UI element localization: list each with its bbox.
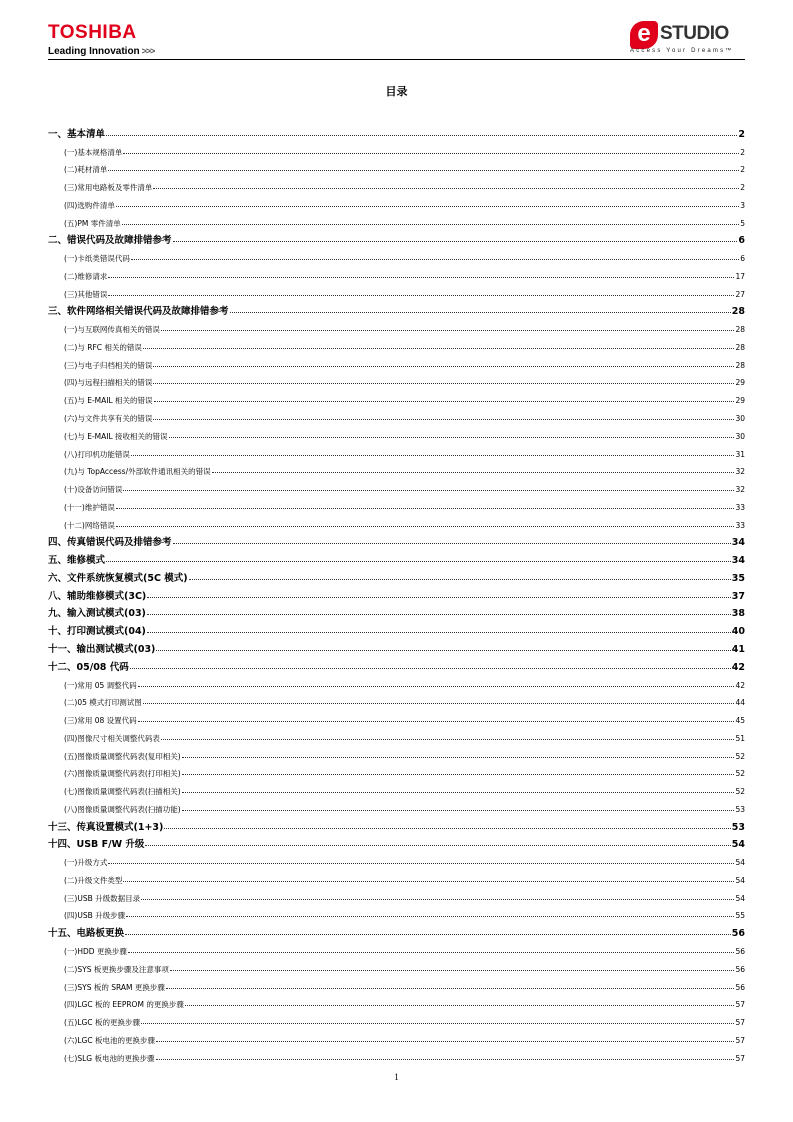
toc-entry-title: (三)USB 升级数据目录	[64, 893, 141, 903]
page-number: 1	[394, 1072, 399, 1082]
brand-name: TOSHIBA	[48, 22, 137, 43]
toc-entry-page: 52	[735, 751, 745, 761]
dot-leader	[173, 241, 738, 242]
dot-leader	[182, 810, 735, 811]
toc-entry-page: 42	[731, 661, 745, 673]
toc-entry-page: 2	[740, 147, 745, 157]
toc-entry-title: (六)图像质量调整代码表(打印相关)	[64, 769, 181, 779]
dot-leader	[182, 774, 735, 775]
toc-section-entry[interactable]	[48, 479, 745, 497]
toc-entry-page: 54	[735, 875, 745, 885]
toc-entry-title: 九、输入测试模式(03)	[48, 608, 146, 620]
dot-leader	[156, 1059, 735, 1060]
dot-leader	[123, 153, 739, 154]
toc-section-entry[interactable]	[48, 319, 745, 337]
toc-section-entry[interactable]	[48, 177, 745, 195]
toc-entry-title: (四)LGC 板的 EEPROM 的更换步骤	[64, 1000, 184, 1010]
toc-entry-page: 54	[735, 858, 745, 868]
toc-entry-title: (一)基本规格清单	[64, 147, 123, 157]
toc-entry-title: (五)PM 零件清单	[64, 218, 121, 228]
toc-entry-page: 56	[735, 946, 745, 956]
toc-entry-title: (九)与 TopAccess/外部软件通讯相关的错误	[64, 467, 211, 477]
toc-entry-title: (十二)网络错误	[64, 520, 115, 530]
toc-section-entry[interactable]	[48, 462, 745, 480]
toc-entry-page: 3	[740, 200, 745, 210]
toc-chapter-entry[interactable]	[48, 550, 745, 568]
toc-entry-title: (二)与 RFC 相关的错误	[64, 342, 142, 352]
toc-section-entry[interactable]	[48, 444, 745, 462]
toc-section-entry[interactable]	[48, 160, 745, 178]
toc-section-entry[interactable]	[48, 977, 745, 995]
toc-section-entry[interactable]	[48, 1012, 745, 1030]
toc-chapter-entry[interactable]	[48, 231, 745, 249]
toc-section-entry[interactable]	[48, 284, 745, 302]
toc-entry-title: (三)常用电路板及零件清单	[64, 183, 153, 193]
toc-chapter-entry[interactable]	[48, 533, 745, 551]
toc-entry-page: 53	[735, 804, 745, 814]
toc-section-entry[interactable]	[48, 515, 745, 533]
toc-entry-title: 三、软件网络相关错误代码及故障排错参考	[48, 306, 229, 318]
toc-chapter-entry[interactable]	[48, 124, 745, 142]
dot-leader	[161, 739, 735, 740]
dot-leader	[106, 135, 737, 136]
dot-leader	[138, 721, 735, 722]
toc-entry-page: 33	[735, 502, 745, 512]
toc-entry-page: 53	[731, 821, 745, 833]
toc-entry-title: 十五、电路板更换	[48, 928, 125, 940]
dot-leader	[108, 170, 739, 171]
toc-entry-title: (一)与互联网传真相关的错误	[64, 325, 160, 335]
toc-entry-page: 57	[735, 1000, 745, 1010]
toc-section-entry[interactable]	[48, 906, 745, 924]
toc-entry-title: 二、错误代码及故障排错参考	[48, 235, 172, 247]
dot-leader	[153, 383, 734, 384]
estudio-tagline: Access Your Dreams™	[630, 48, 734, 54]
dot-leader	[143, 348, 735, 349]
toc-entry-title: 十二、05/08 代码	[48, 661, 129, 673]
dot-leader	[153, 366, 734, 367]
toc-entry-page: 32	[735, 485, 745, 495]
toc-entry-title: 十三、传真设置模式(1+3)	[48, 821, 164, 833]
dot-leader	[173, 543, 731, 544]
toc-entry-title: (四)与远程扫描相关的错误	[64, 378, 153, 388]
toc-entry-page: 28	[735, 325, 745, 335]
toc-entry-title: (十一)维护错误	[64, 502, 115, 512]
toc-entry-title: 五、维修模式	[48, 555, 106, 567]
toc-entry-page: 31	[735, 449, 745, 459]
dot-leader	[106, 561, 731, 562]
dot-leader	[164, 828, 730, 829]
dot-leader	[108, 863, 734, 864]
toc-section-entry[interactable]	[48, 693, 745, 711]
toc-entry-page: 28	[735, 360, 745, 370]
dot-leader	[230, 312, 731, 313]
toc-section-entry[interactable]	[48, 870, 745, 888]
toc-entry-title: (一)升级方式	[64, 858, 108, 868]
toc-chapter-entry[interactable]	[48, 586, 745, 604]
dot-leader	[147, 614, 731, 615]
toc-entry-title: (一)卡纸类错误代码	[64, 254, 130, 264]
dot-leader	[156, 650, 730, 651]
toc-entry-page: 40	[731, 626, 745, 638]
toc-entry-title: (十)设备访问错误	[64, 485, 123, 495]
toc-entry-title: (一)HDD 更换步骤	[64, 946, 127, 956]
dot-leader	[143, 703, 735, 704]
toc-section-entry[interactable]	[48, 728, 745, 746]
toc-entry-page: 17	[735, 271, 745, 281]
toc-section-entry[interactable]	[48, 408, 745, 426]
toc-chapter-entry[interactable]	[48, 639, 745, 657]
toshiba-logo	[48, 23, 154, 58]
toc-entry-page: 38	[731, 608, 745, 620]
toc-entry-page: 57	[735, 1053, 745, 1063]
estudio-logo	[630, 21, 750, 57]
toc-chapter-entry[interactable]	[48, 923, 745, 941]
toc-entry-page: 44	[735, 698, 745, 708]
toc-entry-page: 29	[735, 378, 745, 388]
toc-entry-title: (二)升级文件类型	[64, 875, 123, 885]
toc-entry-page: 29	[735, 396, 745, 406]
toc-entry-page: 51	[735, 733, 745, 743]
brand-tagline-line	[48, 45, 154, 58]
toc-section-entry[interactable]	[48, 390, 745, 408]
toc-entry-page: 57	[735, 1035, 745, 1045]
table-of-contents	[48, 124, 745, 1066]
toc-entry-title: (四)图像尺寸相关调整代码表	[64, 733, 160, 743]
toc-chapter-entry[interactable]	[48, 604, 745, 622]
toc-entry-title: 一、基本清单	[48, 128, 106, 140]
toc-chapter-entry[interactable]	[48, 657, 745, 675]
toc-entry-page: 55	[735, 911, 745, 921]
dot-leader	[108, 277, 734, 278]
dot-leader	[116, 206, 739, 207]
toc-entry-title: (五)图像质量调整代码表(复印相关)	[64, 751, 181, 761]
dot-leader	[147, 597, 730, 598]
toc-entry-page: 56	[735, 982, 745, 992]
toc-section-entry[interactable]	[48, 426, 745, 444]
toc-section-entry[interactable]	[48, 373, 745, 391]
toc-section-entry[interactable]	[48, 497, 745, 515]
dot-leader	[123, 881, 734, 882]
toc-section-entry[interactable]	[48, 941, 745, 959]
dot-leader	[169, 437, 735, 438]
dot-leader	[182, 757, 735, 758]
toc-entry-page: 34	[731, 555, 745, 567]
toc-section-entry[interactable]	[48, 710, 745, 728]
toc-entry-title: (五)与 E-MAIL 相关的错误	[64, 396, 153, 406]
toc-section-entry[interactable]	[48, 195, 745, 213]
toc-section-entry[interactable]	[48, 266, 745, 284]
toc-entry-page: 30	[735, 431, 745, 441]
toc-entry-page: 32	[735, 467, 745, 477]
toc-entry-page: 28	[731, 306, 745, 318]
toc-entry-page: 45	[735, 716, 745, 726]
toc-entry-page: 37	[731, 590, 745, 602]
toc-entry-page: 6	[738, 235, 745, 247]
chevrons-icon: >>>	[141, 46, 155, 56]
toc-section-entry[interactable]	[48, 337, 745, 355]
toc-section-entry[interactable]	[48, 213, 745, 231]
toc-entry-page: 41	[731, 643, 745, 655]
dot-leader	[141, 1023, 734, 1024]
toc-section-entry[interactable]	[48, 781, 745, 799]
toc-section-entry[interactable]	[48, 1030, 745, 1048]
toc-entry-page: 42	[735, 680, 745, 690]
dot-leader	[170, 970, 735, 971]
dot-leader	[141, 899, 734, 900]
toc-entry-title: (二)05 模式打印测试图	[64, 698, 142, 708]
toc-entry-title: (二)耗材清单	[64, 165, 108, 175]
toc-entry-title: (三)SYS 板的 SRAM 更换步骤	[64, 982, 165, 992]
toc-entry-page: 52	[735, 787, 745, 797]
toc-entry-page: 2	[740, 183, 745, 193]
toc-section-entry[interactable]	[48, 248, 745, 266]
toc-section-entry[interactable]	[48, 746, 745, 764]
dot-leader	[116, 508, 735, 509]
dot-leader	[130, 668, 731, 669]
toc-entry-title: (二)SYS 板更换步骤及注意事项	[64, 964, 169, 974]
toc-entry-title: (七)与 E-MAIL 接收相关的错误	[64, 431, 168, 441]
dot-leader	[182, 792, 735, 793]
toc-section-entry[interactable]	[48, 142, 745, 160]
toc-section-entry[interactable]	[48, 355, 745, 373]
dot-leader	[125, 934, 731, 935]
toc-entry-title: (三)其他错误	[64, 289, 108, 299]
dot-leader	[154, 401, 735, 402]
dot-leader	[189, 579, 731, 580]
toc-entry-title: (四)选购件清单	[64, 200, 115, 210]
toc-chapter-entry[interactable]	[48, 568, 745, 586]
toc-entry-title: 十一、输出测试模式(03)	[48, 643, 156, 655]
dot-leader	[147, 632, 731, 633]
toc-chapter-entry[interactable]	[48, 621, 745, 639]
toc-entry-page: 33	[735, 520, 745, 530]
brand-tagline: Leading Innovation	[48, 46, 140, 57]
toc-entry-title: (三)与电子归档相关的错误	[64, 360, 153, 370]
toc-section-entry[interactable]	[48, 675, 745, 693]
toc-entry-title: (七)SLG 板电池的更换步骤	[64, 1053, 155, 1063]
toc-entry-title: (五)LGC 板的更换步骤	[64, 1018, 140, 1028]
page-header	[0, 0, 793, 60]
toc-section-entry[interactable]	[48, 764, 745, 782]
dot-leader	[131, 259, 739, 260]
toc-entry-page: 54	[731, 839, 745, 851]
dot-leader	[166, 988, 735, 989]
toc-section-entry[interactable]	[48, 995, 745, 1013]
toc-entry-page: 30	[735, 414, 745, 424]
estudio-e-icon: e	[630, 21, 658, 49]
toc-entry-page: 5	[740, 218, 745, 228]
header-divider	[48, 59, 745, 60]
toc-entry-title: 十四、USB F/W 升级	[48, 839, 145, 851]
toc-chapter-entry[interactable]	[48, 817, 745, 835]
estudio-wordmark: STUDIO	[660, 23, 729, 44]
dot-leader	[128, 952, 735, 953]
toc-entry-page: 27	[735, 289, 745, 299]
toc-entry-title: 六、文件系统恢复模式(5C 模式)	[48, 572, 188, 584]
dot-leader	[138, 686, 735, 687]
toc-entry-title: (一)常用 05 调整代码	[64, 680, 137, 690]
dot-leader	[126, 916, 734, 917]
dot-leader	[145, 845, 730, 846]
toc-entry-page: 6	[740, 254, 745, 264]
toc-section-entry[interactable]	[48, 1048, 745, 1066]
toc-entry-title: (七)图像质量调整代码表(扫描相关)	[64, 787, 181, 797]
dot-leader	[108, 295, 734, 296]
dot-leader	[131, 455, 735, 456]
toc-entry-title: (六)LGC 板电池的更换步骤	[64, 1035, 155, 1045]
toc-section-entry[interactable]	[48, 959, 745, 977]
toc-entry-page: 52	[735, 769, 745, 779]
toc-section-entry[interactable]	[48, 852, 745, 870]
toc-entry-page: 56	[731, 928, 745, 940]
dot-leader	[123, 490, 734, 491]
toc-entry-title: (八)图像质量调整代码表(扫描功能)	[64, 804, 181, 814]
toc-entry-page: 35	[731, 572, 745, 584]
toc-entry-page: 2	[738, 128, 745, 140]
dot-leader	[153, 188, 739, 189]
dot-leader	[116, 526, 735, 527]
dot-leader	[122, 224, 739, 225]
toc-entry-page: 56	[735, 964, 745, 974]
dot-leader	[185, 1005, 735, 1006]
toc-entry-title: 四、传真错误代码及排错参考	[48, 537, 172, 549]
toc-section-entry[interactable]	[48, 888, 745, 906]
toc-entry-title: (六)与文件共享有关的错误	[64, 414, 153, 424]
toc-chapter-entry[interactable]	[48, 302, 745, 320]
toc-entry-page: 57	[735, 1018, 745, 1028]
dot-leader	[161, 330, 735, 331]
toc-entry-page: 2	[740, 165, 745, 175]
toc-entry-title: (四)USB 升级步骤	[64, 911, 126, 921]
toc-title: 目录	[385, 85, 408, 98]
toc-entry-page: 34	[731, 537, 745, 549]
dot-leader	[156, 1041, 734, 1042]
toc-entry-page: 54	[735, 893, 745, 903]
toc-entry-title: (八)打印机功能错误	[64, 449, 130, 459]
toc-entry-title: (三)常用 08 设置代码	[64, 716, 137, 726]
toc-entry-title: (二)维修请求	[64, 271, 108, 281]
toc-section-entry[interactable]	[48, 799, 745, 817]
dot-leader	[153, 419, 734, 420]
dot-leader	[212, 472, 735, 473]
toc-entry-page: 28	[735, 342, 745, 352]
toc-entry-title: 八、辅助维修模式(3C)	[48, 590, 147, 602]
toc-chapter-entry[interactable]	[48, 835, 745, 853]
toc-entry-title: 十、打印测试模式(04)	[48, 626, 146, 638]
